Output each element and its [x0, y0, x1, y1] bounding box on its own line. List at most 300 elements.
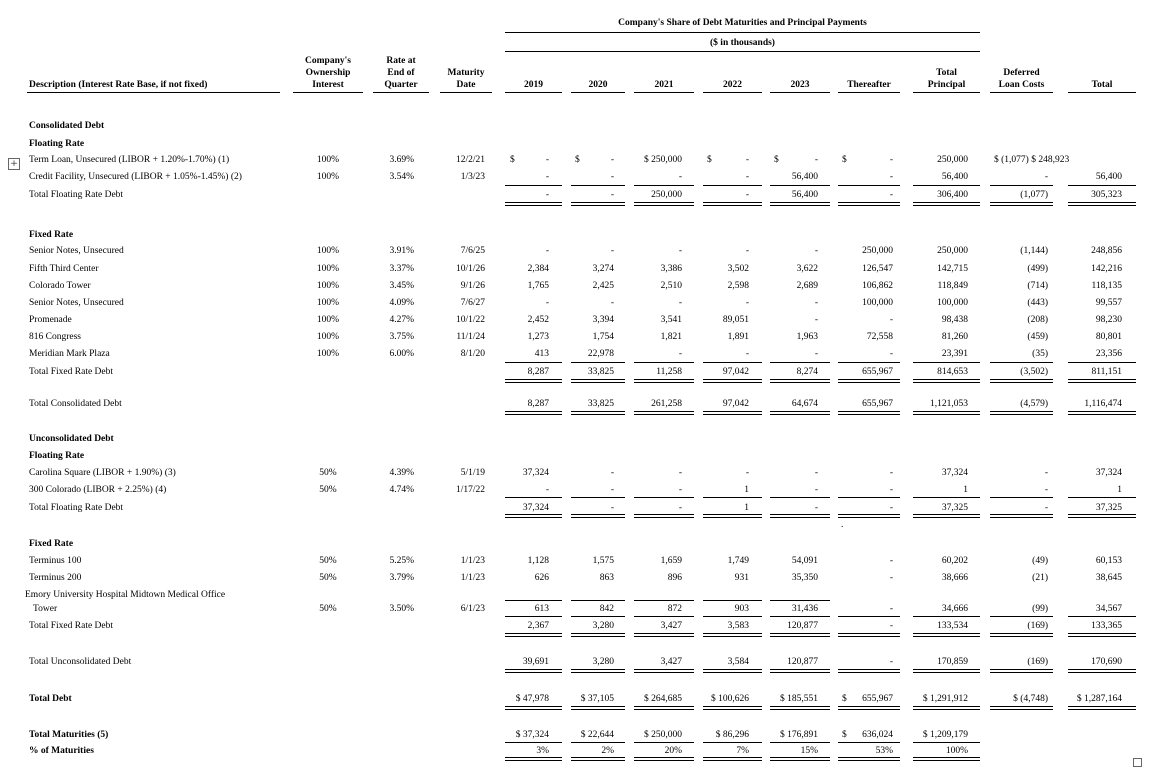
cell-there: - — [889, 573, 893, 583]
cell-tp: $ 1,209,179 — [922, 730, 968, 740]
cell-def: (169) — [1027, 621, 1048, 631]
cell-y2021: $ 250,000 — [644, 155, 682, 165]
cell-y2023: - — [814, 349, 818, 359]
cell-def: - — [1044, 503, 1048, 513]
cell-mat: 10/1/22 — [455, 315, 485, 325]
cell-y2021: 872 — [667, 604, 682, 614]
cell-y2023: 54,091 — [791, 556, 818, 566]
table-rule — [571, 362, 625, 363]
cell-y2023: 8,274 — [796, 367, 818, 377]
table-rule — [505, 633, 562, 637]
table-rule — [634, 600, 694, 601]
table-rule — [990, 411, 1053, 415]
table-rule — [838, 411, 900, 415]
row-description: Colorado Tower — [29, 281, 91, 291]
cell-total: 811,151 — [1091, 367, 1122, 377]
table-rule — [571, 742, 625, 743]
table-rule — [990, 616, 1053, 617]
cell-there: 655,967 — [862, 694, 893, 704]
cell-mat: 5/1/19 — [460, 468, 485, 478]
cell-y2022: - — [745, 172, 749, 182]
cell-y2019: - — [545, 190, 549, 200]
table-rule — [1068, 633, 1136, 637]
cell-y2021: 1,821 — [660, 332, 682, 342]
cell-y2019: 3% — [536, 746, 549, 756]
cell-own: 50% — [319, 468, 337, 478]
cell-own: 50% — [319, 556, 337, 566]
cell-y2023: 56,400 — [791, 172, 818, 182]
table-rule — [990, 497, 1053, 498]
row-description: Total Floating Rate Debt — [29, 503, 124, 513]
table-rule — [505, 616, 562, 617]
table-rule — [634, 669, 694, 673]
table-rule — [505, 497, 562, 498]
table-rule — [990, 379, 1053, 383]
cell-y2021: - — [678, 349, 682, 359]
col-header-thereafter: Thereafter — [847, 80, 891, 90]
table-rule — [913, 669, 980, 673]
cell-rate: 3.69% — [389, 155, 414, 165]
row-description: 300 Colorado (LIBOR + 2.25%) (4) — [29, 485, 167, 495]
cell-y2021: - — [678, 468, 682, 478]
cell-tp: 306,400 — [937, 190, 968, 200]
cell-y2021: - — [678, 485, 682, 495]
cell-y2023: - — [814, 246, 818, 256]
cell-y2022: - — [745, 468, 749, 478]
cell-y2019: 413 — [534, 349, 549, 359]
row-description: Meridian Mark Plaza — [29, 349, 110, 359]
table-rule — [505, 185, 562, 186]
cell-y2020: 33,825 — [587, 399, 614, 409]
super-subtitle: ($ in thousands) — [710, 38, 775, 48]
table-rule — [571, 616, 625, 617]
table-rule — [634, 379, 694, 383]
cell-rate: 6.00% — [389, 349, 414, 359]
cell-mat: 6/1/23 — [460, 604, 485, 614]
table-rule — [571, 669, 625, 673]
cell-mat: 10/1/26 — [455, 264, 485, 274]
cell-total: 170,690 — [1091, 657, 1122, 667]
cell-tp: 814,653 — [937, 367, 968, 377]
table-rule — [770, 669, 830, 673]
table-rule — [990, 706, 1053, 710]
cell-total: 80,801 — [1095, 332, 1122, 342]
col-header-total-principal-2: Principal — [927, 80, 966, 90]
cell-rate: 4.27% — [389, 315, 414, 325]
cell-tp: 118,849 — [937, 281, 968, 291]
table-rule — [703, 202, 762, 206]
cell-own: 50% — [319, 604, 337, 614]
cell-y2020: 22,978 — [587, 349, 614, 359]
cell-y2020: - — [610, 155, 614, 165]
table-rule — [505, 669, 562, 673]
cell-y2019: - — [545, 485, 549, 495]
col-header-2023: 2023 — [790, 80, 810, 90]
table-rule — [1068, 497, 1136, 498]
cell-own: 100% — [316, 315, 340, 325]
table-rule — [913, 411, 980, 415]
cell-y2019: 8,287 — [527, 367, 549, 377]
cell-own: 100% — [316, 298, 340, 308]
table-rule — [703, 185, 762, 186]
cell-there: 636,024 — [862, 730, 893, 740]
col-header-total-principal-1: Total — [936, 68, 957, 78]
cell-def: $ (4,748) — [1013, 694, 1048, 704]
cell-own: 50% — [319, 485, 337, 495]
cell-y2019: 1,765 — [527, 281, 549, 291]
cell-y2019: 8,287 — [527, 399, 549, 409]
cell-mat: 1/17/22 — [455, 485, 485, 495]
dollar-sign: $ — [707, 155, 712, 165]
cell-y2022: 3,584 — [727, 657, 749, 667]
row-description: Term Loan, Unsecured (LIBOR + 1.20%-1.70%) (1) — [29, 155, 230, 165]
cell-y2023: $ 185,551 — [780, 694, 818, 704]
table-rule — [634, 616, 694, 617]
cell-y2021: - — [678, 503, 682, 513]
section-fixed-rate: Fixed Rate — [29, 230, 74, 240]
row-description: Senior Notes, Unsecured — [29, 298, 124, 308]
table-rule — [770, 616, 830, 617]
table-rule — [770, 497, 830, 498]
table-rule — [703, 379, 762, 383]
table-rule — [990, 185, 1053, 186]
cell-total: 38,645 — [1095, 573, 1122, 583]
cell-def: - — [1044, 172, 1048, 182]
cell-total: 1 — [1117, 485, 1122, 495]
col-header-2022: 2022 — [723, 80, 742, 90]
cell-there: - — [889, 604, 893, 614]
cell-total: 98,230 — [1095, 315, 1122, 325]
cell-y2021: 3,386 — [660, 264, 682, 274]
cell-def: (208) — [1027, 315, 1048, 325]
cell-tp: 34,666 — [941, 604, 968, 614]
cell-y2021: 1,659 — [660, 556, 682, 566]
cell-rate: 3.37% — [389, 264, 414, 274]
cell-y2022: 1 — [744, 503, 749, 513]
cell-tp: 250,000 — [937, 155, 968, 165]
table-rule — [703, 669, 762, 673]
section-floating-rate: Floating Rate — [29, 139, 85, 149]
table-rule — [703, 616, 762, 617]
dollar-sign: $ — [575, 155, 580, 165]
table-rule — [634, 497, 694, 498]
table-rule — [505, 379, 562, 383]
table-rule — [1068, 202, 1136, 206]
cell-y2021: 3,427 — [660, 657, 682, 667]
cell-y2020: 3,394 — [592, 315, 614, 325]
cell-tp: $ 1,291,912 — [922, 694, 968, 704]
dollar-sign: $ — [510, 155, 515, 165]
table-rule — [770, 706, 830, 710]
col-header-ownership-3: Interest — [312, 80, 344, 90]
table-rule — [770, 514, 830, 518]
row-description: Emory University Hospital Midtown Medical Office — [25, 590, 226, 600]
cell-there: - — [889, 468, 893, 478]
table-rule — [505, 742, 562, 743]
cell-rate: 3.45% — [389, 281, 414, 291]
table-rule — [990, 202, 1053, 206]
table-rule — [634, 514, 694, 518]
cell-y2020: 2,425 — [592, 281, 614, 291]
cell-y2022: 3,583 — [727, 621, 749, 631]
cell-there: - — [889, 485, 893, 495]
cell-def: (714) — [1027, 281, 1048, 291]
cell-tp: 1,121,053 — [930, 399, 968, 409]
cell-y2019: 613 — [534, 604, 549, 614]
cell-y2023: 2,689 — [796, 281, 818, 291]
table-rule — [1068, 616, 1136, 617]
cell-y2019: - — [545, 246, 549, 256]
table-rule — [634, 185, 694, 186]
table-rule — [505, 362, 562, 363]
cell-y2023: 31,436 — [791, 604, 818, 614]
cell-there: 53% — [875, 746, 893, 756]
cell-y2020: $ 22,644 — [580, 730, 614, 740]
cell-y2023: - — [814, 155, 818, 165]
table-rule — [770, 742, 830, 743]
row-description: Total Debt — [29, 694, 72, 704]
table-rule — [913, 362, 980, 363]
cell-y2021: - — [678, 172, 682, 182]
cell-y2020: 842 — [599, 604, 614, 614]
cell-y2023: $ 176,891 — [780, 730, 818, 740]
dollar-sign: $ — [842, 730, 847, 740]
col-header-rate-1: Rate at — [386, 56, 416, 66]
col-header-maturity-1: Maturity — [447, 68, 485, 78]
cell-there: - — [889, 349, 893, 359]
dollar-sign: $ — [842, 694, 847, 704]
cell-y2019: 37,324 — [522, 468, 549, 478]
cell-y2022: 7% — [736, 746, 749, 756]
cell-rate: 3.79% — [389, 573, 414, 583]
cell-y2021: - — [678, 246, 682, 256]
col-header-description: Description (Interest Rate Base, if not fixed) — [29, 80, 208, 90]
table-rule — [1068, 514, 1136, 518]
cell-tp: 133,534 — [937, 621, 968, 631]
row-description: Promenade — [29, 315, 72, 325]
super-title: Company's Share of Debt Maturities and Principal Payments — [618, 18, 867, 28]
table-rule — [634, 411, 694, 415]
cell-there: - — [889, 155, 893, 165]
table-rule — [770, 411, 830, 415]
cell-y2020: - — [610, 298, 614, 308]
row-description: Carolina Square (LIBOR + 1.90%) (3) — [29, 468, 176, 478]
cell-y2021: 896 — [667, 573, 682, 583]
row-description: Total Maturities (5) — [29, 730, 109, 740]
cell-y2022: - — [745, 155, 749, 165]
cell-own: 100% — [316, 349, 340, 359]
cell-y2019: 39,691 — [522, 657, 549, 667]
cell-y2022: 97,042 — [722, 367, 749, 377]
row-description: Total Fixed Rate Debt — [29, 367, 114, 377]
row-description: % of Maturities — [29, 746, 94, 756]
table-rule — [703, 633, 762, 637]
cell-own: 100% — [316, 332, 340, 342]
table-rule — [505, 514, 562, 518]
cell-y2022: - — [745, 190, 749, 200]
table-rule — [913, 185, 980, 186]
table-rule — [990, 362, 1053, 363]
cell-tp: 100% — [945, 746, 968, 756]
table-rule — [913, 633, 980, 637]
section-uc-floating-rate: Floating Rate — [29, 451, 85, 461]
cell-rate: 5.25% — [389, 556, 414, 566]
row-description: Total Floating Rate Debt — [29, 190, 124, 200]
table-rule — [1068, 706, 1136, 710]
table-rule — [571, 202, 625, 206]
table-rule — [838, 202, 900, 206]
table-rule — [1068, 185, 1136, 186]
table-rule — [1068, 669, 1136, 673]
table-rule — [838, 706, 900, 710]
cell-mat: 1/3/23 — [460, 172, 485, 182]
cell-def: (35) — [1032, 349, 1048, 359]
cell-def: (21) — [1032, 573, 1048, 583]
cell-tp: 81,260 — [941, 332, 968, 342]
cell-mat: 7/6/27 — [460, 298, 485, 308]
table-rule — [571, 379, 625, 383]
table-rule — [838, 742, 900, 743]
cell-total: 118,135 — [1091, 281, 1122, 291]
cell-there: 655,967 — [862, 367, 893, 377]
table-rule — [990, 669, 1053, 673]
table-rule — [770, 757, 830, 761]
cell-tp: 100,000 — [937, 298, 968, 308]
cell-y2020: 1,575 — [592, 556, 614, 566]
cell-y2020: - — [610, 172, 614, 182]
table-rule — [571, 633, 625, 637]
table-rule — [838, 497, 900, 498]
cell-y2020: - — [610, 190, 614, 200]
cell-total: 305,323 — [1091, 190, 1122, 200]
cell-there: - — [889, 503, 893, 513]
cell-y2022: 1,749 — [727, 556, 749, 566]
cell-y2019: 2,384 — [527, 264, 549, 274]
cell-tp: 142,715 — [937, 264, 968, 274]
col-header-ownership-2: Ownership — [305, 68, 351, 78]
cell-def: $ (1,077) $ 248,923 — [994, 155, 1070, 165]
table-rule — [838, 379, 900, 383]
col-header-ownership-1: Company's — [305, 56, 351, 66]
row-description: Total Unconsolidated Debt — [29, 657, 132, 667]
col-header-2020: 2020 — [588, 80, 608, 90]
cell-def: (4,579) — [1020, 399, 1048, 409]
table-rule — [913, 742, 980, 743]
cell-def: (459) — [1027, 332, 1048, 342]
cell-y2020: 3,274 — [592, 264, 614, 274]
row-description: Total Fixed Rate Debt — [29, 621, 114, 631]
cell-y2020: - — [610, 468, 614, 478]
col-header-2019: 2019 — [524, 80, 543, 90]
table-rule — [913, 616, 980, 617]
cell-y2023: 3,622 — [796, 264, 818, 274]
cell-y2021: - — [678, 298, 682, 308]
cell-total: 133,365 — [1091, 621, 1122, 631]
row-description: Terminus 100 — [29, 556, 82, 566]
dollar-sign: $ — [774, 155, 779, 165]
table-rule — [634, 362, 694, 363]
table-rule — [571, 514, 625, 518]
col-header-2021: 2021 — [654, 80, 674, 90]
cell-y2022: 2,598 — [727, 281, 749, 291]
table-rule — [838, 185, 900, 186]
expand-icon[interactable]: + — [8, 158, 20, 170]
table-rule — [990, 633, 1053, 637]
cell-y2020: 1,754 — [592, 332, 614, 342]
table-rule — [571, 600, 625, 601]
table-rule — [913, 497, 980, 498]
table-rule — [505, 600, 562, 601]
cell-y2019: - — [545, 172, 549, 182]
cell-y2020: 2% — [601, 746, 614, 756]
cell-total: 34,567 — [1095, 604, 1122, 614]
cell-total: 37,325 — [1095, 503, 1122, 513]
cell-y2021: 261,258 — [651, 399, 682, 409]
cell-tp: 23,391 — [941, 349, 968, 359]
table-rule — [703, 411, 762, 415]
table-rule — [703, 514, 762, 518]
table-rule — [505, 202, 562, 206]
cell-own: 50% — [319, 573, 337, 583]
cell-tp: 56,400 — [941, 172, 968, 182]
table-rule — [505, 706, 562, 710]
cell-there: 126,547 — [862, 264, 893, 274]
table-rule — [634, 706, 694, 710]
row-description-cont: Tower — [33, 604, 58, 614]
checkbox-icon[interactable] — [1133, 758, 1142, 767]
table-rule — [838, 616, 900, 617]
table-rule — [1068, 379, 1136, 383]
table-rule — [634, 633, 694, 637]
cell-tp: 37,324 — [941, 468, 968, 478]
cell-y2022: - — [745, 298, 749, 308]
cell-y2023: - — [814, 485, 818, 495]
cell-def: (499) — [1027, 264, 1048, 274]
cell-rate: 4.39% — [389, 468, 414, 478]
table-rule — [913, 757, 980, 761]
cell-own: 100% — [316, 246, 340, 256]
cell-tp: 1 — [963, 485, 968, 495]
table-rule — [1068, 362, 1136, 363]
cell-def: (99) — [1032, 604, 1048, 614]
cell-total: 37,324 — [1095, 468, 1122, 478]
cell-y2023: 35,350 — [791, 573, 818, 583]
cell-y2019: - — [545, 155, 549, 165]
cell-y2021: 2,510 — [660, 281, 682, 291]
table-rule — [505, 411, 562, 415]
cell-y2019: 626 — [534, 573, 549, 583]
cell-def: (169) — [1027, 657, 1048, 667]
cell-y2021: 20% — [664, 746, 682, 756]
table-rule — [913, 202, 980, 206]
row-description: Credit Facility, Unsecured (LIBOR + 1.05%-1.45%) (2) — [29, 172, 242, 182]
cell-mat: 12/2/21 — [455, 155, 485, 165]
row-description: Total Consolidated Debt — [29, 399, 122, 409]
cell-total: $ 1,287,164 — [1076, 694, 1122, 704]
table-rule — [634, 202, 694, 206]
cell-y2020: $ 37,105 — [580, 694, 614, 704]
table-rule — [838, 514, 900, 518]
cell-y2022: 89,051 — [722, 315, 749, 325]
cell-y2021: $ 250,000 — [644, 730, 682, 740]
cell-own: 100% — [316, 281, 340, 291]
table-rule — [838, 633, 900, 637]
cell-rate: 4.74% — [389, 485, 414, 495]
table-rule — [838, 669, 900, 673]
stray-dot: . — [841, 520, 844, 530]
table-rule — [703, 600, 762, 601]
table-rule — [990, 514, 1053, 518]
